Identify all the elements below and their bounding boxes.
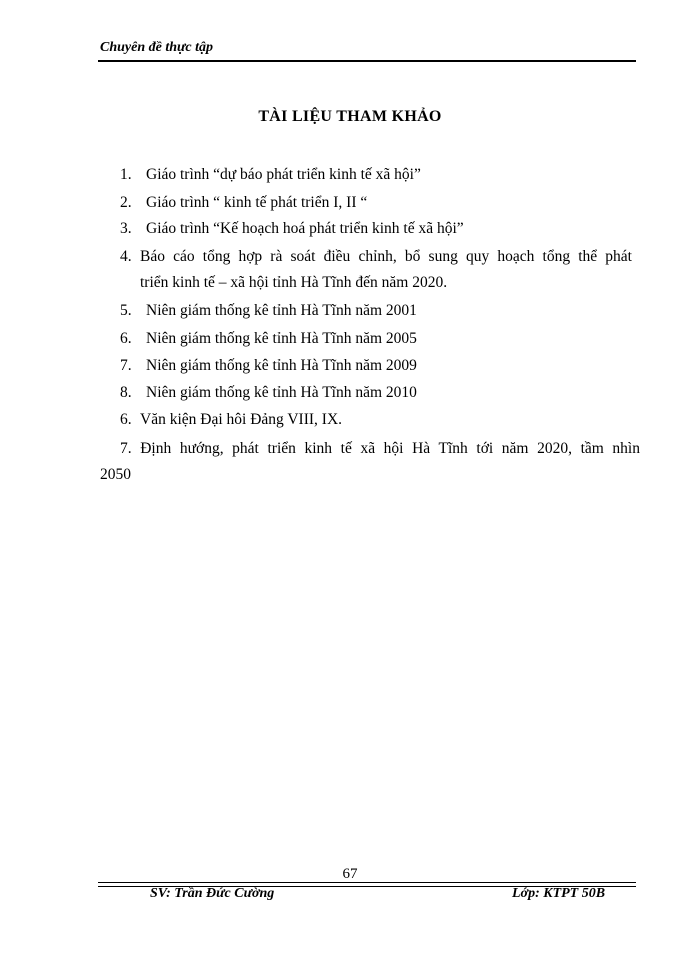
reference-number: 7. (120, 357, 132, 374)
reference-number: 2. (120, 194, 132, 211)
reference-text-continued: triển kinh tế – xã hội tỉnh Hà Tĩnh đến năm 2020. (140, 274, 448, 291)
reference-item (120, 244, 632, 296)
reference-text: Niên giám thống kê tỉnh Hà Tĩnh năm 2005 (146, 330, 417, 347)
reference-item (120, 298, 417, 324)
reference-text: Giáo trình “ kinh tế phát triển I, II “ (146, 194, 368, 211)
reference-text: Báo cáo tổng hợp rà soát điều chỉnh, bổ sung quy hoạch tổng thể phát (140, 248, 632, 265)
reference-item (120, 407, 342, 433)
reference-item (100, 436, 640, 488)
page-title: TÀI LIỆU THAM KHẢO (258, 108, 442, 125)
running-header: Chuyên đề thực tập (100, 40, 214, 55)
reference-item (120, 190, 367, 216)
reference-number: 3. (120, 220, 132, 237)
reference-text: Giáo trình “Kế hoạch hoá phát triển kinh tế xã hội” (146, 220, 464, 237)
reference-item (120, 326, 417, 352)
reference-item (120, 380, 417, 406)
reference-number: 4. (120, 248, 132, 265)
reference-number: 6. (120, 411, 132, 428)
page-number: 67 (342, 866, 358, 882)
reference-text: Niên giám thống kê tỉnh Hà Tĩnh năm 2009 (146, 357, 417, 374)
reference-number: 5. (120, 302, 132, 319)
reference-number: 7. (120, 440, 132, 457)
reference-text-continued: 2050 (100, 466, 131, 483)
reference-item (120, 162, 421, 188)
reference-number: 8. (120, 384, 132, 401)
footer-class: Lớp: KTPT 50B (512, 886, 606, 901)
reference-text: Giáo trình “dự báo phát triển kinh tế xã hội” (146, 166, 421, 183)
footer-student-name: SV: Trần Đức Cường (150, 886, 275, 901)
header-divider (98, 60, 636, 62)
reference-text: Văn kiện Đại hôi Đảng VIII, IX. (140, 411, 343, 428)
reference-text (100, 436, 640, 462)
reference-text-line: Định hướng, phát triển kinh tế xã hội Hà Tĩnh tới năm 2020, tầm nhìn (140, 440, 640, 457)
reference-number: 1. (120, 166, 132, 183)
reference-item (120, 353, 417, 379)
reference-item (120, 216, 464, 242)
reference-text: Niên giám thống kê tỉnh Hà Tĩnh năm 2001 (146, 302, 417, 319)
reference-number: 6. (120, 330, 132, 347)
reference-text: Niên giám thống kê tỉnh Hà Tĩnh năm 2010 (146, 384, 417, 401)
